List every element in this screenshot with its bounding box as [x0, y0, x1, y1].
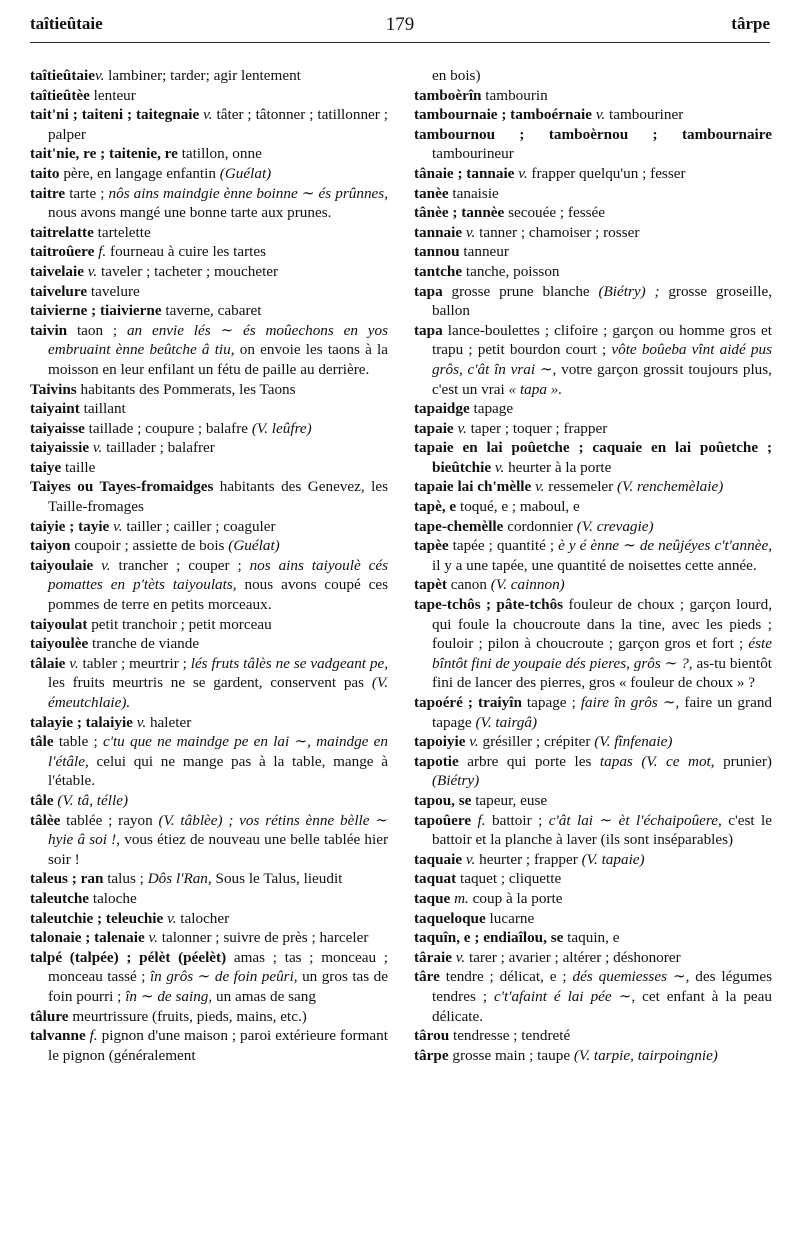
definition: un gros tas de foin pourri ; [48, 968, 388, 1005]
page-number: 179 [385, 14, 415, 35]
headword: tapèt [414, 576, 447, 594]
headword: taivelaie [30, 262, 84, 280]
headword: târpe [414, 1046, 449, 1064]
dictionary-entry [414, 184, 772, 204]
part-of-speech: v. [109, 517, 123, 535]
definition: tabler ; meurtrir ; [78, 654, 187, 672]
definition: taon ; [67, 321, 118, 339]
definition: les fruits meurtris ne se gardent, conservent pas [48, 674, 365, 692]
headword: taivierne ; tiaivierne [30, 302, 162, 320]
dictionary-entry [414, 948, 772, 968]
definition: taper ; toquer ; frapper [466, 419, 608, 437]
headword: tape-tchôs ; pâte-tchôs [414, 596, 564, 614]
headword: tânèe ; tannèe [414, 204, 505, 222]
headword: talvanne [30, 1027, 86, 1045]
example: (V. renchemèlaie) [613, 478, 724, 496]
definition: taveler ; tacheter ; moucheter [97, 262, 279, 280]
dictionary-entry [414, 517, 772, 537]
example: an envie lés ∼ és moûechons en yos embruaint ènne beûtche â tiu, [48, 321, 388, 359]
definition: nous avons mangé une bonne tarte aux prunes. [48, 204, 332, 222]
dictionary-entry [30, 262, 388, 282]
dictionary-entry [30, 928, 388, 948]
dictionary-entry [30, 380, 388, 400]
dictionary-entry [414, 497, 772, 517]
definition: nous avons coupé ces pommes de terre en petits morceaux. [48, 576, 389, 614]
definition: tartelette [93, 223, 151, 241]
headword: taquaie [414, 850, 463, 868]
headword: tâlèe [30, 811, 61, 829]
headword: tapoûere [414, 811, 472, 829]
dictionary-entry [414, 105, 772, 125]
left-column [30, 66, 388, 1065]
headword: tannou [414, 243, 460, 261]
example: (V. tâblèe) ; vos rétins ènne bèlle ∼ hyie â soi !, [48, 811, 388, 849]
dictionary-entry [30, 948, 388, 1007]
dictionary-entry [30, 811, 388, 870]
dictionary-entry [414, 752, 772, 791]
dictionary-entry [414, 967, 772, 1026]
headword: taquîn, e ; endiaîlou, se [414, 929, 564, 947]
headword: tambournou ; tamboèrnou ; tambournaire [414, 125, 772, 143]
headword: tambournaie ; tamboérnaie [414, 106, 593, 124]
definition: tapeur, euse [471, 791, 548, 809]
part-of-speech: v. [89, 439, 103, 457]
definition: grésiller ; crépiter [478, 733, 591, 751]
definition: tablée ; rayon [60, 811, 153, 829]
dictionary-entry [30, 419, 388, 439]
dictionary-entry [30, 869, 388, 889]
headword: taiyoulaie [30, 556, 94, 574]
dictionary-entry [414, 164, 772, 184]
definition: fouleur de choux ; garçon lourd, qui foule la choucroute dans la tine, avec les pieds ; fouloir ; pilon à choucroute ; garçon gros et fort ; [432, 596, 772, 653]
headword: taito [30, 164, 60, 182]
definition: vous étiez de nouveau une belle tablée hier soir ! [48, 831, 389, 868]
dictionary-entry [414, 399, 772, 419]
definition: taquet ; cliquette [456, 870, 562, 888]
definition: tapage ; [521, 694, 576, 711]
example: (V. émeutchlaie). [48, 674, 388, 711]
part-of-speech: v. [451, 948, 466, 966]
running-header [30, 14, 770, 44]
definition: c'est le battoir et la planche à laver (ils sont inséparables) [432, 811, 772, 849]
definition: tatillon, onne [177, 145, 262, 163]
definition: tapage [469, 400, 514, 418]
definition: heurter à la porte [504, 458, 612, 476]
dictionary-entry [30, 242, 388, 262]
definition: tendresse ; tendreté [449, 1027, 571, 1045]
definition: tambourineur [432, 145, 514, 163]
definition: prunier) [714, 752, 772, 770]
dictionary-entry [414, 536, 772, 575]
example: tapas (V. ce mot, [591, 752, 715, 770]
dictionary-entry [414, 477, 772, 497]
header-rule [30, 42, 770, 43]
definition: tanneur [459, 243, 509, 261]
dictionary-entry [414, 791, 772, 811]
headword: taqueloque [414, 909, 486, 927]
headword: talonaie ; talenaie [30, 929, 145, 947]
dictionary-entry [414, 419, 772, 439]
headword: tapoéré ; traiyîn [414, 694, 522, 711]
definition: pignon d'une maison ; paroi extérieure formant le pignon (généralement [48, 1027, 388, 1064]
part-of-speech: v. [491, 458, 505, 476]
dictionary-entry [30, 301, 388, 321]
example: (V. cainnon) [486, 576, 565, 594]
headword: taivelure [30, 282, 88, 300]
example: nôs ains maindgie ènne boinne ∼ és prûnnes, [104, 184, 388, 202]
dictionary-entry [414, 889, 772, 909]
headword: tapèe [414, 537, 449, 555]
definition: tambourin [481, 86, 548, 104]
example: (V. fînfenaie) [590, 733, 673, 751]
definition: meurtrissure (fruits, pieds, mains, etc.) [68, 1007, 307, 1025]
definition: votre garçon grossit toujours plus, c'est un vrai [432, 360, 772, 398]
definition: grosse groseille, ballon [432, 282, 772, 320]
dictionary-entry [414, 811, 772, 850]
dictionary-entry [30, 321, 388, 380]
headword: tapaie en lai poûetche ; caquaie en lai poûetche ; bieûtchie [414, 439, 772, 476]
dictionary-entry [30, 634, 388, 654]
definition: talus ; [103, 870, 144, 888]
headword: taiyie ; tayie [30, 517, 110, 535]
example: « tapa ». [504, 380, 563, 398]
part-of-speech: v. [163, 909, 177, 927]
headword: tapa [414, 321, 443, 339]
right-column [414, 66, 772, 1065]
header-first-word: taîtieûtaie [30, 14, 103, 33]
definition: cet enfant à la peau délicate. [432, 987, 772, 1025]
example: vôte boûeba vînt aidé pus grôs, c'ât în vrai ∼, [432, 341, 772, 378]
headword: taquat [414, 870, 457, 888]
headword: taiyoulèe [30, 635, 89, 653]
dictionary-entry [414, 575, 772, 595]
dictionary-entry [30, 86, 388, 106]
part-of-speech: v. [93, 556, 111, 574]
headword: tânaie ; tannaie [414, 164, 515, 182]
definition: taille [61, 458, 96, 476]
dictionary-entry [30, 184, 388, 223]
example: în ∼ de saing, [121, 987, 213, 1005]
definition: tapée ; quantité ; [448, 537, 555, 555]
example: (V. leûfre) [248, 419, 312, 437]
dictionary-entry [414, 1026, 772, 1046]
dictionary-entry [414, 732, 772, 752]
header-last-word: târpe [731, 14, 770, 33]
definition: taverne, cabaret [161, 302, 262, 320]
dictionary-entry [30, 536, 388, 556]
definition: taloche [89, 889, 137, 907]
definition: canon [446, 576, 487, 594]
part-of-speech: v. [83, 262, 98, 280]
headword: taîtieûtèe [30, 86, 90, 104]
definition: grosse prune blanche [442, 282, 590, 300]
headword: Taivins [30, 380, 77, 398]
headword: tamboèrîn [414, 86, 482, 104]
definition: tavelure [87, 282, 140, 300]
definition: tâter ; tâtonner ; tatillonner ; palper [48, 106, 388, 143]
example: (V. tarpie, tairpoingnie) [570, 1046, 718, 1064]
dictionary-entry [30, 477, 388, 516]
part-of-speech: v. [514, 164, 528, 182]
dictionary-entry [414, 909, 772, 929]
dictionary-entry [30, 654, 388, 713]
headword: târaie [414, 948, 452, 966]
headword: Taiyes ou Tayes-fromaidges [30, 478, 214, 496]
headword: tapotie [414, 752, 459, 770]
part-of-speech: v. [94, 67, 105, 84]
dictionary-entry [30, 1026, 388, 1065]
part-of-speech: v. [199, 106, 213, 124]
part-of-speech: f. [471, 811, 486, 829]
dictionary-entry [30, 556, 388, 615]
dictionary-entry [30, 66, 388, 86]
definition: amas ; tas ; monceau ; monceau tassé ; [48, 948, 388, 986]
example: c'ât lai ∼ èt l'échaipoûere, [542, 811, 722, 829]
dictionary-entry [30, 909, 388, 929]
definition: heurter ; frapper [475, 850, 578, 868]
dictionary-entry [30, 223, 388, 243]
dictionary-entry [414, 242, 772, 262]
definition: tarer ; avarier ; altérer ; déshonorer [465, 948, 681, 966]
example: faire în grôs ∼, [575, 694, 680, 711]
part-of-speech: v. [65, 654, 79, 672]
definition: habitants des Genevez, les Taille-fromages [48, 478, 388, 516]
dictionary-entry [414, 203, 772, 223]
headword: taleutchie ; teleuchie [30, 909, 164, 927]
part-of-speech: v. [462, 223, 476, 241]
example: (V. tâ, télle) [53, 791, 128, 809]
headword: taitrelatte [30, 223, 94, 241]
headword: tapaie lai ch'mèlle [414, 478, 532, 496]
definition: talocher [176, 909, 230, 927]
definition: coupoir ; assiette de bois [70, 537, 225, 555]
headword: tâlure [30, 1007, 69, 1025]
dictionary-entry [30, 517, 388, 537]
example: (V. tapaie) [577, 850, 645, 868]
definition: lucarne [485, 909, 535, 927]
definition: taillader ; balafrer [102, 439, 215, 457]
headword: taiyaisse [30, 419, 85, 437]
definition: cordonnier [503, 517, 573, 535]
dictionary-entry [30, 144, 388, 164]
headword: taleutche [30, 889, 90, 907]
headword: târou [414, 1027, 450, 1045]
example: nos ains taiyoulè cés pomattes en p'tèts taiyoulats, [48, 556, 388, 594]
dictionary-entry [414, 321, 772, 399]
definition: tanaisie [448, 184, 499, 202]
headword: tapè, e [414, 498, 457, 516]
dictionary-entry [30, 713, 388, 733]
dictionary-entry [30, 615, 388, 635]
example: dés quemiesses ∼, [566, 968, 690, 986]
part-of-speech: v. [144, 929, 158, 947]
part-of-speech: v. [462, 850, 476, 868]
headword: tape-chemèlle [414, 517, 504, 535]
definition: lenteur [89, 86, 136, 104]
headword: taitroûere [30, 243, 95, 261]
definition: père, en langage enfantin [59, 164, 216, 182]
headword: taleus ; ran [30, 870, 104, 888]
headword: tait'nie, re ; taitenie, re [30, 145, 178, 163]
part-of-speech: v. [465, 733, 479, 751]
example: éste bîntôt fini de youpaie dés pieres, grôs ∼ ?, [432, 635, 772, 672]
dictionary-entry [414, 850, 772, 870]
definition: trancher ; couper ; [110, 556, 242, 574]
headword: tantche [414, 262, 463, 280]
headword: talpé (talpée) ; pélèt (péelèt) [30, 948, 227, 966]
headword: tapaie [414, 419, 454, 437]
definition: taillant [79, 400, 126, 418]
example: c't'afaint é lai pée ∼, [487, 987, 636, 1005]
headword: tâle [30, 733, 54, 751]
definition: table ; [53, 733, 98, 751]
example: (V. tairgâ) [471, 713, 538, 731]
definition: fourneau à cuire les tartes [106, 243, 267, 261]
example: lés fruts tâlès ne se vadgeant pe, [186, 654, 388, 672]
part-of-speech: f. [85, 1027, 98, 1045]
definition: des légumes tendres ; [432, 968, 773, 1005]
headword: tanèe [414, 184, 449, 202]
headword: tapaidge [414, 400, 470, 418]
headword: taiyon [30, 537, 71, 555]
dictionary-entry [30, 399, 388, 419]
example: (Biétry) [432, 772, 480, 790]
definition: lance-boulettes ; clifoire ; garçon ou homme gros et trapu ; petit bourdon court ; [432, 321, 772, 359]
example: Dôs l'Ran, [143, 870, 212, 888]
dictionary-entry [414, 262, 772, 282]
headword: tâle [30, 791, 54, 809]
definition: un amas de sang [212, 987, 316, 1005]
dictionary-entry [30, 1007, 388, 1027]
definition: as-tu bientôt fini de lancer des pierres, gros « fouleur de choux » ? [432, 654, 773, 692]
headword: taitre [30, 184, 66, 202]
part-of-speech: v. [132, 713, 147, 731]
part-of-speech: f. [94, 243, 107, 261]
definition: il y a une tapée, une quantité de noisettes cette année. [432, 556, 757, 574]
dictionary-entry [414, 693, 772, 732]
definition: tanner ; chamoiser ; rosser [475, 223, 640, 241]
definition: tarte ; [65, 184, 105, 202]
dictionary-entry [30, 458, 388, 478]
example: è y é ènne ∼ de neûjéyes c't'annèe, [554, 537, 772, 555]
definition: taillade ; coupure ; balafre [84, 419, 249, 437]
dictionary-entry [414, 282, 772, 321]
part-of-speech: m. [450, 889, 469, 907]
headword: taîtieûtaie [30, 67, 95, 84]
example: (Guélat) [215, 164, 272, 182]
definition: habitants des Pommerats, les Taons [76, 380, 296, 398]
dictionary-entry [414, 86, 772, 106]
definition: grosse main ; taupe [448, 1046, 571, 1064]
definition: ressemeler [544, 478, 614, 496]
example: în grôs ∼ de foin peûri, [145, 968, 298, 986]
dictionary-entry [414, 438, 772, 477]
definition: haleter [146, 713, 192, 731]
definition: tailler ; cailler ; coaguler [122, 517, 276, 535]
part-of-speech: v. [531, 478, 545, 496]
headword: tâlaie [30, 654, 66, 672]
definition: taquin, e [563, 929, 620, 947]
dictionary-entry [30, 164, 388, 184]
dictionary-entry [30, 282, 388, 302]
example: c'tu que ne maindge pe en lai ∼, maindge en l'étâle, [48, 733, 389, 770]
definition: tambouriner [605, 106, 684, 124]
headword: taque [414, 889, 451, 907]
part-of-speech: v. [592, 106, 606, 124]
definition: Sous le Talus, lieudit [211, 870, 343, 888]
dictionary-entry [414, 928, 772, 948]
dictionary-entry [414, 595, 772, 693]
headword: taiyaissie [30, 439, 90, 457]
entry-continuation [414, 66, 772, 86]
headword: tapoiyie [414, 733, 466, 751]
example: (Biétry) ; [589, 282, 660, 300]
definition: tendre ; délicat, e ; [439, 968, 567, 986]
dictionary-entry [30, 105, 388, 144]
headword: talayie ; talaiyie [30, 713, 133, 731]
definition: arbre qui porte les [458, 752, 592, 770]
definition: battoir ; [485, 811, 543, 829]
dictionary-entry [414, 223, 772, 243]
definition: petit tranchoir ; petit morceau [87, 615, 272, 633]
definition: lambiner; tarder; agir lentement [104, 67, 301, 84]
headword: tait'ni ; taiteni ; taitegnaie [30, 106, 200, 124]
headword: taiye [30, 458, 62, 476]
definition: on envoie les taons à la moisson en leur enfilant un fétu de paille au derrière. [48, 341, 388, 378]
headword: tannaie [414, 223, 463, 241]
example: (Guélat) [224, 537, 280, 555]
headword: taiyoulat [30, 615, 88, 633]
definition: celui qui ne mange pas à la table, mange à l'étable. [48, 752, 388, 790]
dictionary-entry [30, 732, 388, 791]
headword: taiyaint [30, 400, 80, 418]
definition: en bois) [432, 67, 481, 84]
definition: coup à la porte [468, 889, 563, 907]
headword: târe [414, 968, 440, 986]
definition: frapper quelqu'un ; fesser [527, 164, 686, 182]
dictionary-entry [414, 125, 772, 164]
dictionary-entry [30, 889, 388, 909]
dictionary-entry [30, 791, 388, 811]
definition: secouée ; fessée [504, 204, 606, 222]
dictionary-entry [30, 438, 388, 458]
dictionary-entry [414, 1046, 772, 1066]
definition: faire un grand tapage [432, 694, 773, 731]
headword: tapa [414, 282, 443, 300]
headword: taivin [30, 321, 68, 339]
definition: tanche, poisson [462, 262, 560, 280]
dictionary-entry [414, 869, 772, 889]
headword: tapou, se [414, 791, 472, 809]
example: (V. crevagie) [573, 517, 654, 535]
definition: talonner ; suivre de près ; harceler [157, 929, 369, 947]
definition: toqué, e ; maboul, e [456, 498, 580, 516]
definition: tranche de viande [88, 635, 200, 653]
part-of-speech: v. [453, 419, 467, 437]
